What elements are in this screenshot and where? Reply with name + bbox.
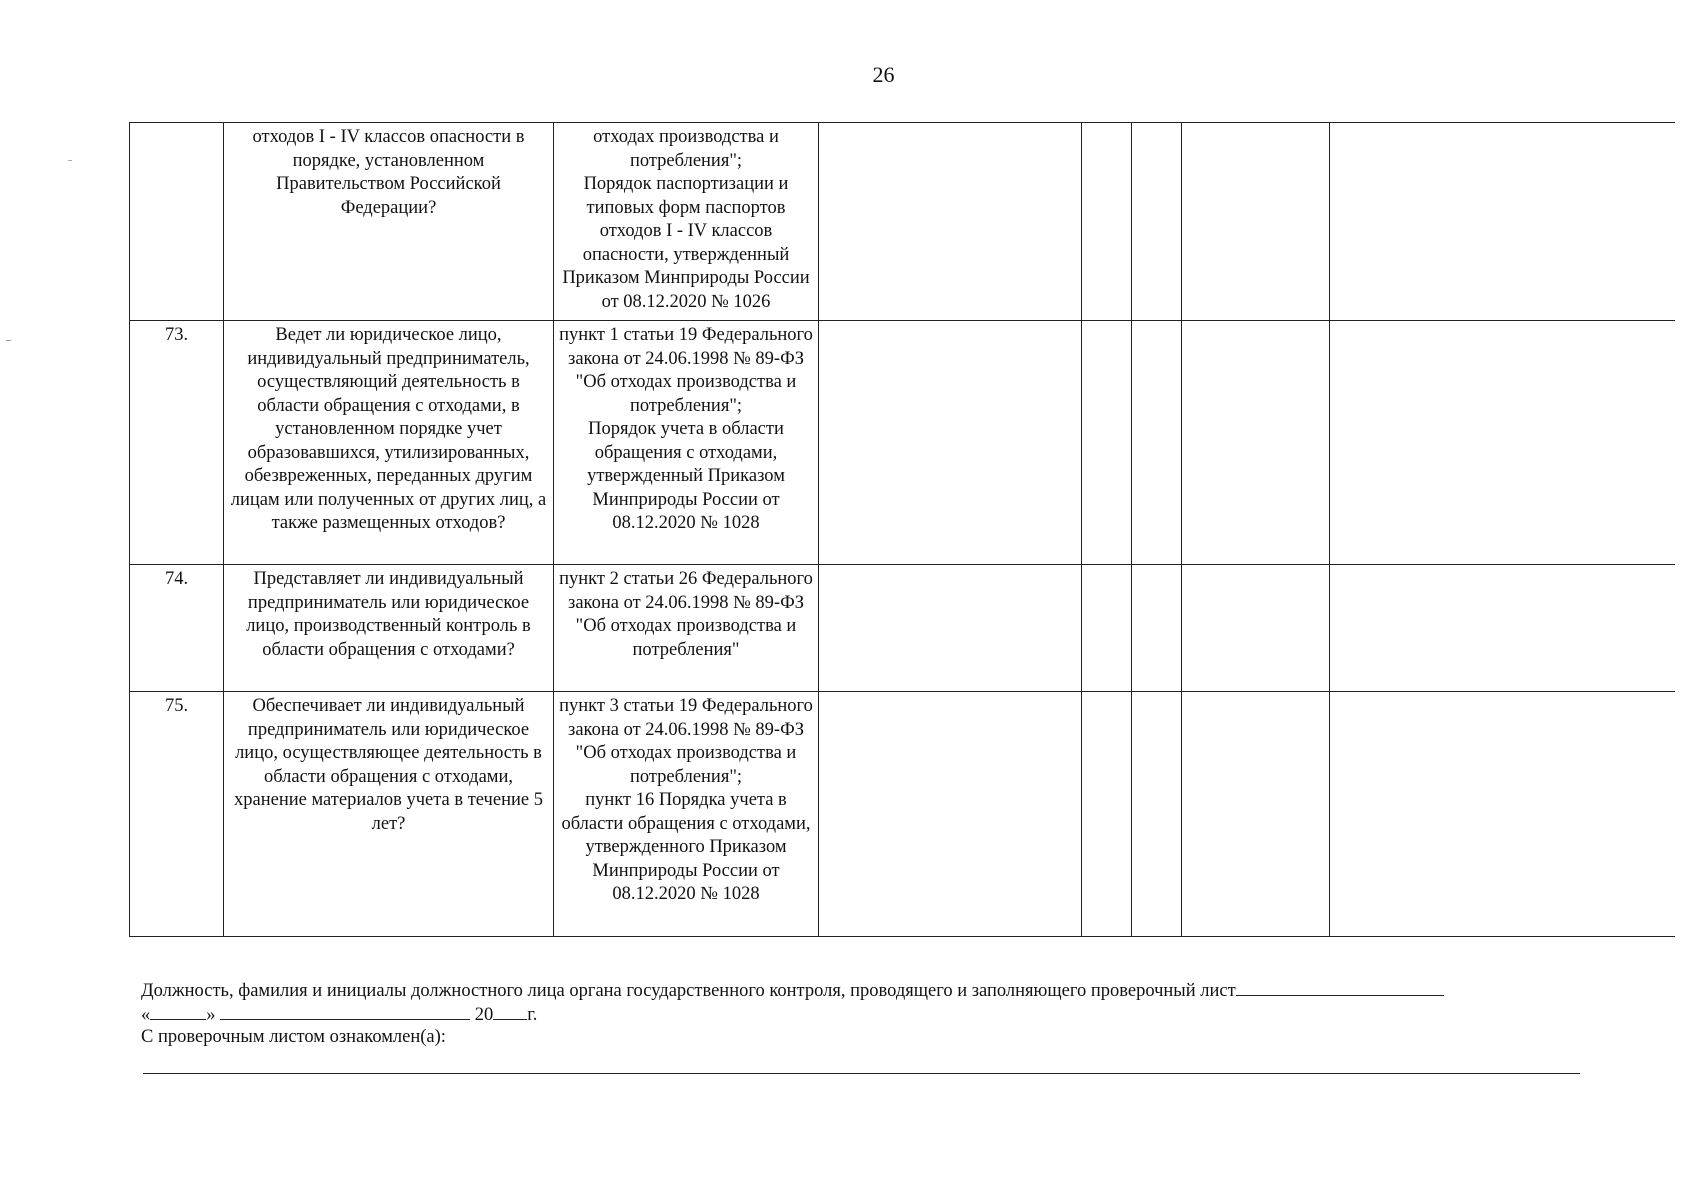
official-name-blank[interactable] — [1236, 978, 1444, 996]
legal-reference-cell: пункт 2 статьи 26 Федерального закона от 24.06.1998 № 89-ФЗ "Об отходах производства и потребления" — [554, 565, 819, 692]
empty-answer-cell[interactable] — [1132, 123, 1182, 321]
close-quote: » — [206, 1005, 216, 1025]
legal-reference-cell: отходах производства и потребления"; Порядок паспортизации и типовых форм паспортов отходов I - IV классов опасности, утвержденный Приказом Минприроды России от 08.12.2020 № 1026 — [554, 123, 819, 321]
table-row — [130, 565, 1675, 692]
year-prefix: 20 — [474, 1005, 494, 1025]
empty-answer-cell[interactable] — [819, 321, 1082, 565]
legal-reference-cell: пункт 3 статьи 19 Федерального закона от 24.06.1998 № 89-ФЗ "Об отходах производства и потребления"; пункт 16 Порядка учета в области обращения с отходами, утвержденного Приказом Минприроды России от 08.12.2020 № 1028 — [554, 692, 819, 937]
empty-answer-cell[interactable] — [1132, 692, 1182, 937]
empty-answer-cell[interactable] — [819, 565, 1082, 692]
empty-answer-cell[interactable] — [1182, 321, 1330, 565]
empty-comment-cell[interactable] — [1330, 123, 1675, 321]
table-row — [130, 692, 1675, 937]
empty-comment-cell[interactable] — [1330, 321, 1675, 565]
day-blank[interactable] — [150, 1002, 206, 1020]
year-suffix: г. — [527, 1005, 538, 1025]
checklist-table — [129, 122, 1675, 937]
acquainted-line — [141, 1026, 1444, 1048]
official-label: Должность, фамилия и инициалы должностного лица органа государственного контроля, проводящего и заполняющего проверочный лист — [141, 981, 1236, 1001]
signature-section — [141, 978, 1444, 1048]
empty-answer-cell[interactable] — [1082, 565, 1132, 692]
question-cell: отходов I - IV классов опасности в порядке, установленном Правительством Российской Федерации? — [224, 123, 554, 321]
open-quote: « — [141, 1005, 151, 1025]
empty-answer-cell[interactable] — [1082, 123, 1132, 321]
empty-answer-cell[interactable] — [1082, 692, 1132, 937]
empty-answer-cell[interactable] — [1182, 565, 1330, 692]
year-blank[interactable] — [493, 1002, 527, 1020]
table-row — [130, 321, 1675, 565]
empty-comment-cell[interactable] — [1330, 565, 1675, 692]
acquainted-signature-blank[interactable] — [143, 1073, 1580, 1074]
empty-answer-cell[interactable] — [1082, 321, 1132, 565]
row-number-cell: 75. — [130, 692, 224, 937]
empty-answer-cell[interactable] — [819, 692, 1082, 937]
row-number-cell: 74. — [130, 565, 224, 692]
month-blank[interactable] — [220, 1002, 470, 1020]
scan-margin-mark — [6, 340, 11, 341]
acquainted-label: С проверочным листом ознакомлен(а): — [141, 1027, 446, 1047]
empty-answer-cell[interactable] — [1132, 565, 1182, 692]
legal-reference-cell: пункт 1 статьи 19 Федерального закона от 24.06.1998 № 89-ФЗ "Об отходах производства и потребления"; Порядок учета в области обращения с отходами, утвержденный Приказом Минприроды России от 08.12.2020 № 1028 — [554, 321, 819, 565]
page-number: 26 — [872, 62, 895, 87]
empty-answer-cell[interactable] — [1182, 123, 1330, 321]
scan-margin-mark — [68, 160, 72, 161]
official-line — [141, 978, 1444, 1002]
row-number-cell — [130, 123, 224, 321]
date-line — [141, 1002, 1444, 1026]
empty-answer-cell[interactable] — [819, 123, 1082, 321]
empty-answer-cell[interactable] — [1182, 692, 1330, 937]
question-cell: Представляет ли индивидуальный предприниматель или юридическое лицо, производственный контроль в области обращения с отходами? — [224, 565, 554, 692]
row-number-cell: 73. — [130, 321, 224, 565]
question-cell: Обеспечивает ли индивидуальный предприниматель или юридическое лицо, осуществляющее деятельность в области обращения с отходами, хранение материалов учета в течение 5 лет? — [224, 692, 554, 937]
question-cell: Ведет ли юридическое лицо, индивидуальный предприниматель, осуществляющий деятельность в области обращения с отходами, в установленном порядке учет образовавшихся, утилизированных, обезвреженных, переданных другим лицам или полученных от других лиц, а также размещенных отходов? — [224, 321, 554, 565]
table-row — [130, 123, 1675, 321]
empty-comment-cell[interactable] — [1330, 692, 1675, 937]
empty-answer-cell[interactable] — [1132, 321, 1182, 565]
